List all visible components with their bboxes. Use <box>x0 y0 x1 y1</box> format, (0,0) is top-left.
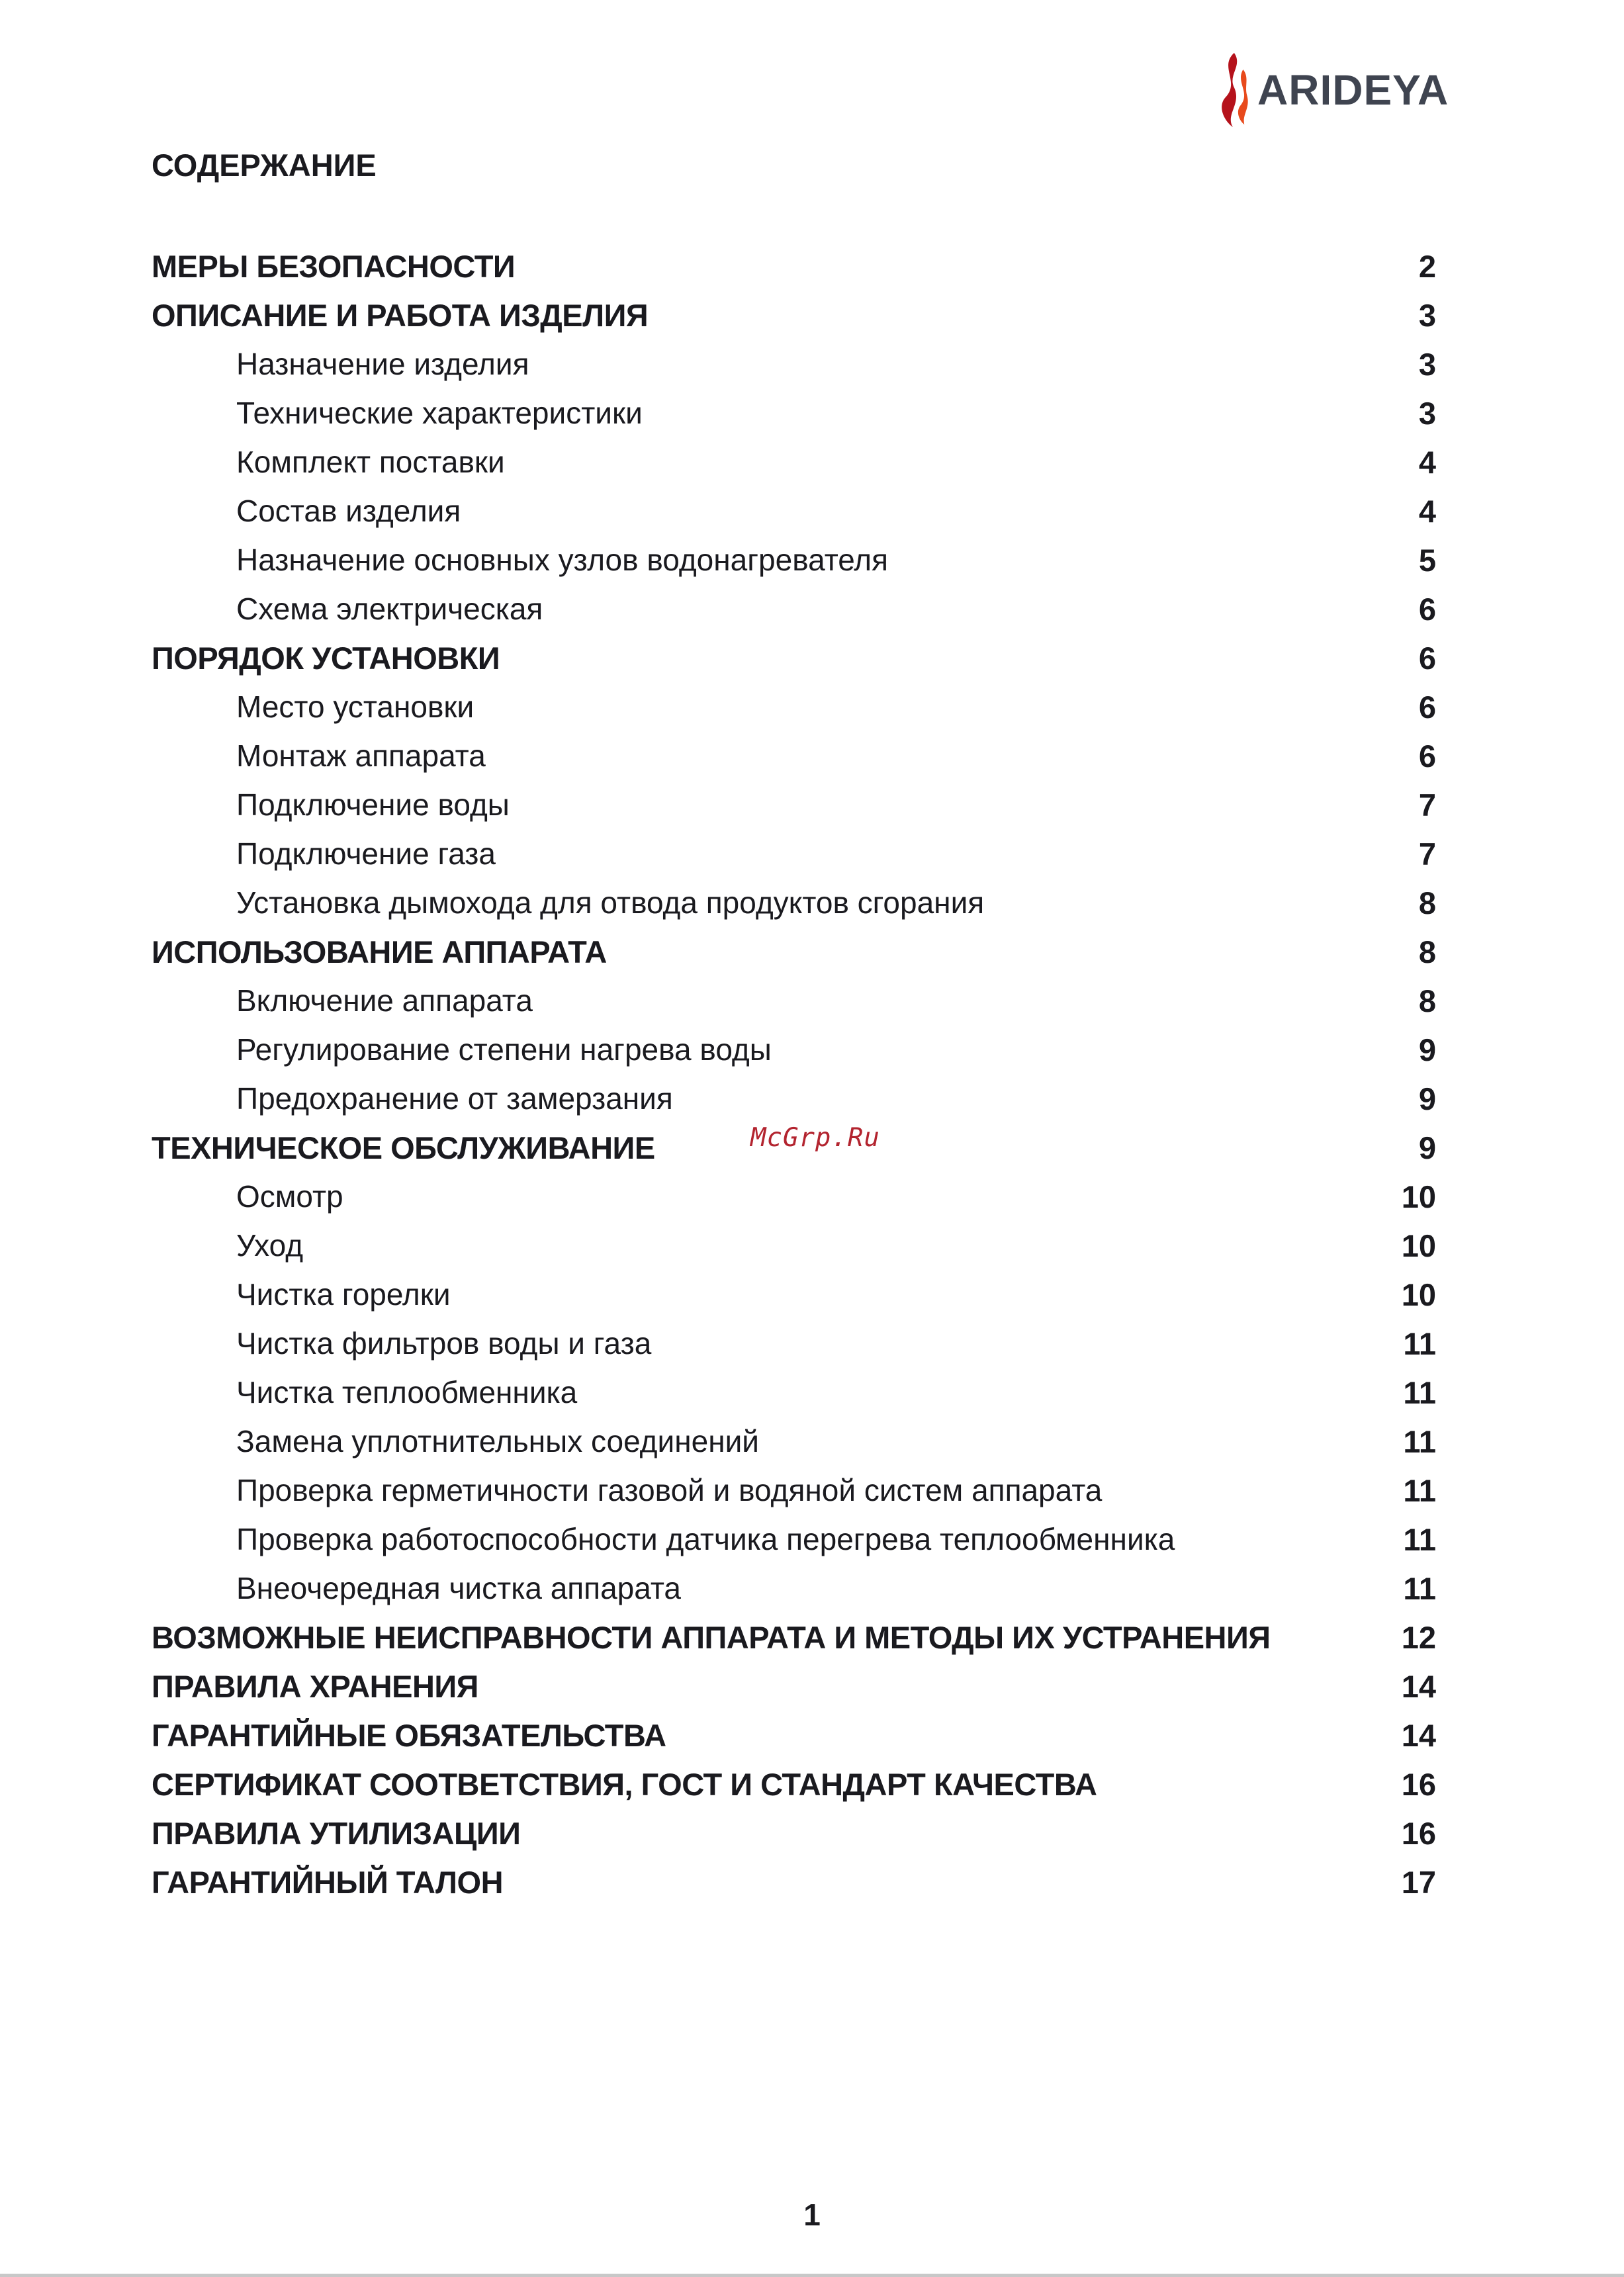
toc-entry-page: 10 <box>1401 1179 1436 1214</box>
toc-entry[interactable] <box>152 1808 1436 1857</box>
toc-entry-label: Уход <box>236 1228 304 1263</box>
toc-entry[interactable] <box>152 1662 1436 1711</box>
toc-entry-label: Чистка фильтров воды и газа <box>236 1326 652 1361</box>
toc-subentry[interactable] <box>152 486 1436 535</box>
toc-entry-page: 11 <box>1403 1521 1436 1557</box>
toc-entry-page: 3 <box>1418 297 1436 333</box>
toc-entry-label: Монтаж аппарата <box>236 738 486 773</box>
toc-entry-page: 9 <box>1418 1130 1436 1165</box>
toc-entry-page: 4 <box>1418 444 1436 480</box>
toc-entry-label: ИСПОЛЬЗОВАНИЕ АППАРАТА <box>152 934 607 969</box>
toc-entry-page: 17 <box>1401 1864 1436 1900</box>
toc-subentry[interactable] <box>152 878 1436 927</box>
toc-entry-page: 10 <box>1401 1228 1436 1263</box>
page-number: 1 <box>803 2198 821 2232</box>
toc-entry-label: Осмотр <box>236 1179 343 1214</box>
toc-entry-page: 11 <box>1403 1325 1436 1361</box>
toc-entry-label: ВОЗМОЖНЫЕ НЕИСПРАВНОСТИ АППАРАТА И МЕТОДЫ ИХ УСТРАНЕНИЯ <box>152 1619 1271 1655</box>
toc-subentry[interactable] <box>152 1025 1436 1074</box>
toc-entry-label: Место установки <box>236 690 474 724</box>
brand-logo <box>1212 52 1449 128</box>
bottom-divider <box>0 2274 1624 2277</box>
toc-entry-page: 10 <box>1401 1276 1436 1312</box>
toc-entry-label: Схема электрическая <box>236 592 543 626</box>
toc-subentry[interactable] <box>152 1515 1436 1564</box>
toc-entry-page: 14 <box>1401 1668 1436 1704</box>
toc-entry-page: 8 <box>1418 885 1436 920</box>
logo-text: ARIDEYA <box>1257 66 1449 114</box>
toc-title: СОДЕРЖАНИЕ <box>152 148 377 183</box>
toc-subentry[interactable] <box>152 1172 1436 1221</box>
toc-entry-page: 11 <box>1403 1374 1436 1410</box>
toc-subentry[interactable] <box>152 584 1436 633</box>
flame-icon <box>1212 52 1251 128</box>
toc-entry-label: Внеочередная чистка аппарата <box>236 1571 681 1605</box>
toc-entry-label: Назначение основных узлов водонагревателя <box>236 543 889 577</box>
toc-entry-page: 6 <box>1418 689 1436 725</box>
toc-subentry[interactable] <box>152 1466 1436 1515</box>
toc-subentry[interactable] <box>152 339 1436 388</box>
toc-subentry[interactable] <box>152 1074 1436 1123</box>
toc-entry-label: ОПИСАНИЕ И РАБОТА ИЗДЕЛИЯ <box>152 297 649 333</box>
toc-subentry[interactable] <box>152 682 1436 731</box>
toc-subentry[interactable] <box>152 1368 1436 1417</box>
toc-subentry[interactable] <box>152 388 1436 437</box>
toc-entry-label: СЕРТИФИКАТ СООТВЕТСТВИЯ, ГОСТ И СТАНДАРТ КАЧЕСТВА <box>152 1766 1097 1802</box>
toc-entry-page: 14 <box>1401 1717 1436 1753</box>
table-of-contents <box>152 242 1436 1906</box>
toc-entry-page: 4 <box>1418 493 1436 529</box>
toc-entry-label: ПОРЯДОК УСТАНОВКИ <box>152 640 500 676</box>
toc-entry-page: 2 <box>1418 248 1436 284</box>
toc-subentry[interactable] <box>152 1417 1436 1466</box>
toc-entry-label: Назначение изделия <box>236 347 529 381</box>
toc-entry-page: 6 <box>1418 738 1436 774</box>
toc-entry-label: Регулирование степени нагрева воды <box>236 1032 772 1067</box>
toc-entry-label: Проверка работоспособности датчика перегрева теплообменника <box>236 1522 1175 1556</box>
toc-entry-label: ПРАВИЛА УТИЛИЗАЦИИ <box>152 1815 521 1851</box>
toc-entry[interactable] <box>152 927 1436 976</box>
toc-subentry[interactable] <box>152 780 1436 829</box>
toc-entry-page: 12 <box>1401 1619 1436 1655</box>
toc-entry-label: Включение аппарата <box>236 983 533 1018</box>
toc-entry-label: Подключение воды <box>236 787 510 822</box>
toc-entry-page: 6 <box>1418 591 1436 627</box>
toc-entry-page: 16 <box>1401 1815 1436 1851</box>
toc-entry[interactable] <box>152 1613 1436 1662</box>
toc-subentry[interactable] <box>152 976 1436 1025</box>
toc-subentry[interactable] <box>152 437 1436 486</box>
toc-entry-label: Установка дымохода для отвода продуктов сгорания <box>236 885 985 920</box>
toc-entry[interactable] <box>152 242 1436 290</box>
toc-entry[interactable] <box>152 290 1436 339</box>
toc-entry-label: ПРАВИЛА ХРАНЕНИЯ <box>152 1668 478 1704</box>
toc-entry-page: 11 <box>1403 1570 1436 1606</box>
toc-entry-label: Чистка горелки <box>236 1277 451 1312</box>
toc-subentry[interactable] <box>152 731 1436 780</box>
toc-entry-page: 7 <box>1418 787 1436 823</box>
toc-entry-page: 9 <box>1418 1032 1436 1067</box>
toc-entry[interactable] <box>152 1711 1436 1760</box>
toc-entry[interactable] <box>152 1857 1436 1906</box>
toc-subentry[interactable] <box>152 1319 1436 1368</box>
toc-subentry[interactable] <box>152 1270 1436 1319</box>
toc-entry-label: ТЕХНИЧЕСКОЕ ОБСЛУЖИВАНИЕ <box>152 1130 655 1165</box>
toc-entry-label: Подключение газа <box>236 836 496 871</box>
toc-entry-label: ГАРАНТИЙНЫЕ ОБЯЗАТЕЛЬСТВА <box>152 1717 666 1753</box>
toc-entry-page: 16 <box>1401 1766 1436 1802</box>
toc-entry-label: Технические характеристики <box>236 396 643 430</box>
toc-entry-page: 8 <box>1418 934 1436 969</box>
toc-entry-page: 11 <box>1403 1472 1436 1508</box>
toc-entry-label: Проверка герметичности газовой и водяной систем аппарата <box>236 1473 1103 1507</box>
toc-entry-page: 11 <box>1403 1423 1436 1459</box>
toc-entry-page: 7 <box>1418 836 1436 871</box>
toc-entry-page: 3 <box>1418 346 1436 382</box>
watermark-text: McGrp.Ru <box>750 1123 880 1153</box>
toc-entry-label: МЕРЫ БЕЗОПАСНОСТИ <box>152 248 516 284</box>
toc-entry-label: Замена уплотнительных соединений <box>236 1424 759 1458</box>
toc-entry-label: Состав изделия <box>236 494 461 528</box>
toc-entry-label: ГАРАНТИЙНЫЙ ТАЛОН <box>152 1864 504 1900</box>
toc-entry-page: 8 <box>1418 983 1436 1018</box>
toc-entry-page: 5 <box>1418 542 1436 578</box>
toc-entry-label: Предохранение от замерзания <box>236 1081 673 1116</box>
toc-subentry[interactable] <box>152 829 1436 878</box>
toc-subentry[interactable] <box>152 1564 1436 1613</box>
toc-entry-label: Комплект поставки <box>236 445 505 479</box>
toc-entry-page: 9 <box>1418 1081 1436 1116</box>
toc-subentry[interactable] <box>152 1221 1436 1270</box>
toc-subentry[interactable] <box>152 535 1436 584</box>
toc-entry[interactable] <box>152 633 1436 682</box>
toc-entry[interactable] <box>152 1760 1436 1808</box>
toc-entry-label: Чистка теплообменника <box>236 1375 578 1409</box>
toc-entry-page: 6 <box>1418 640 1436 676</box>
toc-entry-page: 3 <box>1418 395 1436 431</box>
